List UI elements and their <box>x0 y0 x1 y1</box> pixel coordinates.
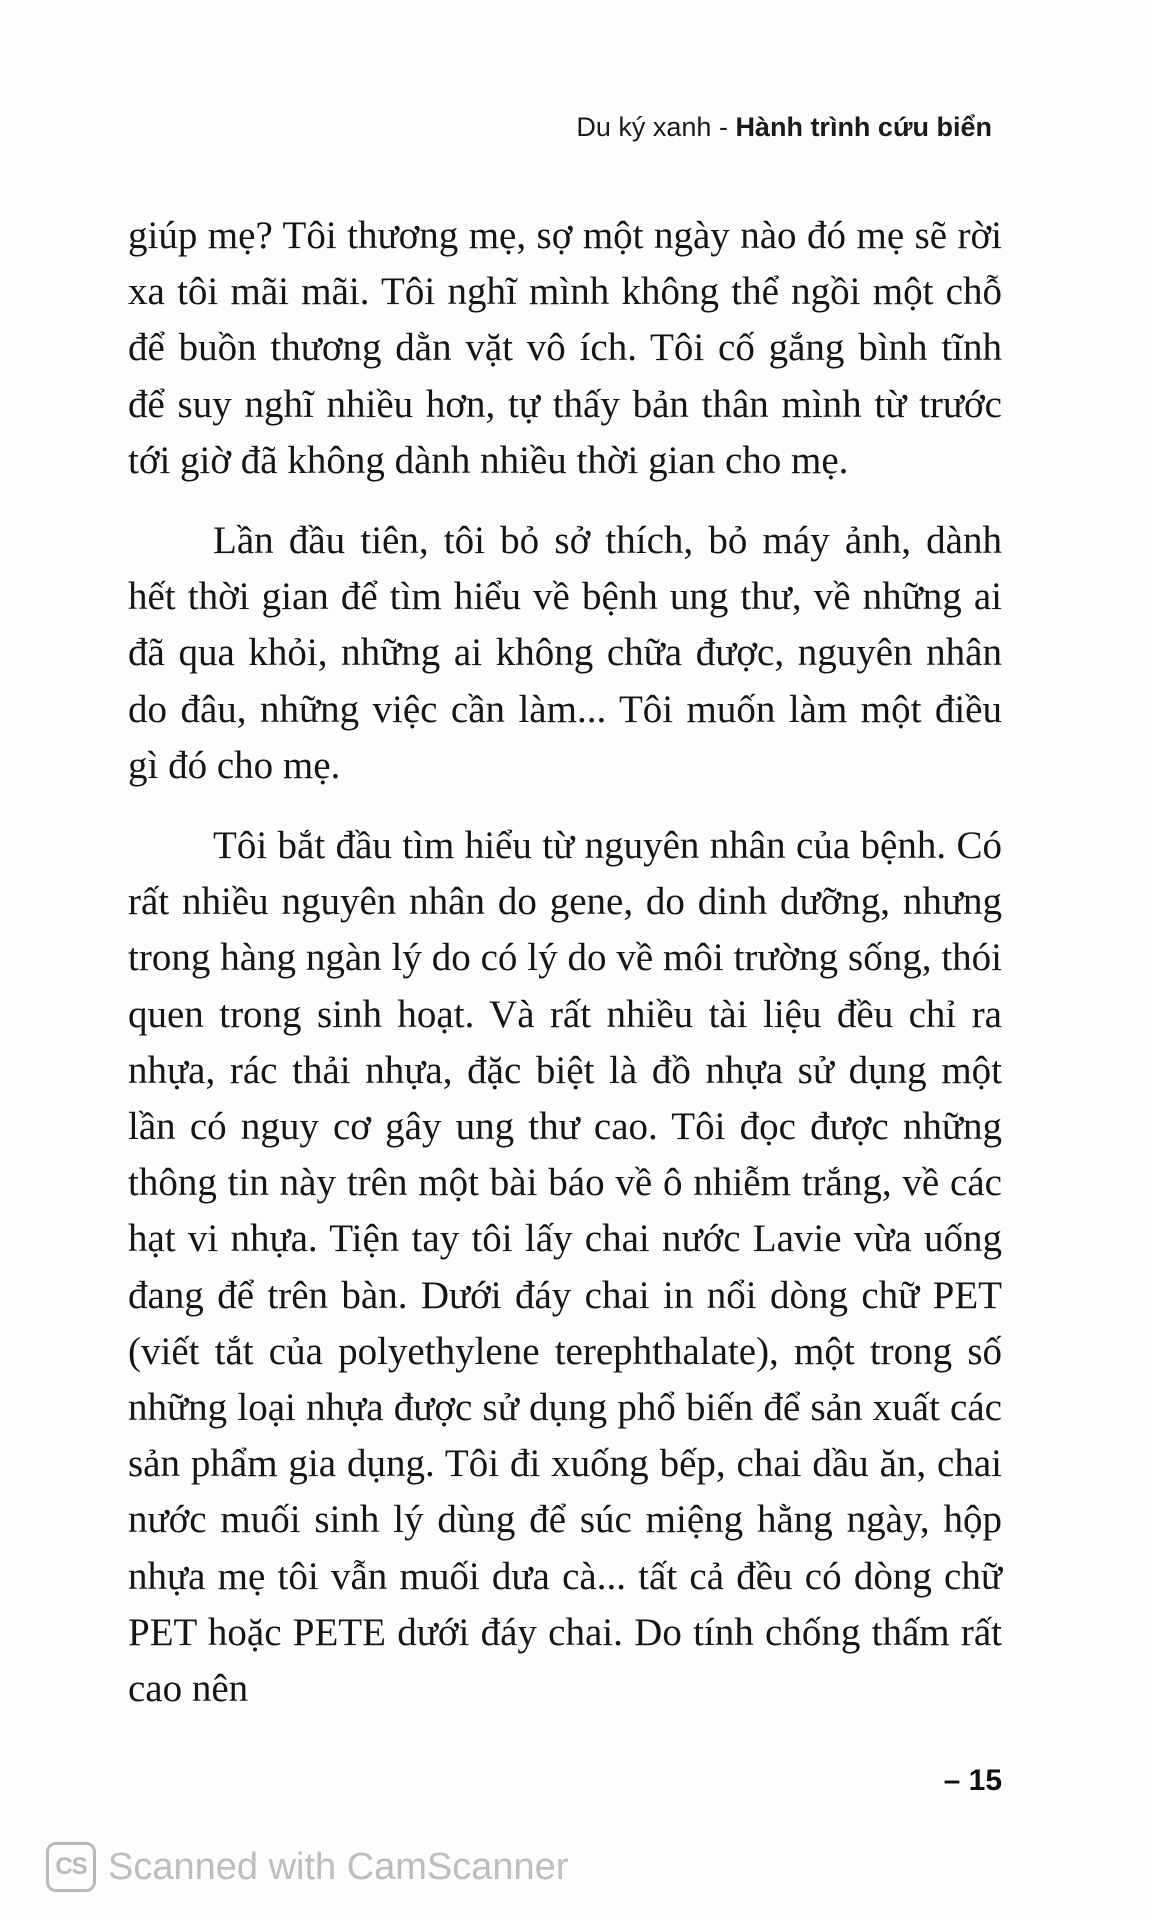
watermark-text: Scanned with CamScanner <box>108 1845 569 1888</box>
body-text <box>128 208 1002 1717</box>
book-series-title: Du ký xanh - <box>576 112 736 142</box>
paragraph-3: Tôi bắt đầu tìm hiểu từ nguyên nhân của bệnh. Có rất nhiều nguyên nhân do gene, do dinh dưỡng, nhưng trong hàng ngàn lý do có lý do về môi trường sống, thói quen trong sinh hoạt. Và rất nhiều tài liệu đều chỉ ra nhựa, rác thải nhựa, đặc biệt là đồ nhựa sử dụng một lần có nguy cơ gây ung thư cao. Tôi đọc được những thông tin này trên một bài báo về ô nhiễm trắng, về các hạt vi nhựa. Tiện tay tôi lấy chai nước Lavie vừa uống đang để trên bàn. Dưới đáy chai in nổi dòng chữ PET (viết tắt của polyethylene terephthalate), một trong số những loại nhựa được sử dụng phổ biến để sản xuất các sản phẩm gia dụng. Tôi đi xuống bếp, chai dầu ăn, chai nước muối sinh lý dùng để súc miệng hằng ngày, hộp nhựa mẹ tôi vẫn muối dưa cà... tất cả đều có dòng chữ PET hoặc PETE dưới đáy chai. Do tính chống thấm rất cao nên <box>128 824 1002 1711</box>
camscanner-watermark <box>46 1838 568 1896</box>
running-header <box>576 112 992 143</box>
page-number: – 15 <box>943 1764 1002 1797</box>
camscanner-logo-icon: CS <box>46 1842 96 1892</box>
paragraph-2: Lần đầu tiên, tôi bỏ sở thích, bỏ máy ảnh, dành hết thời gian để tìm hiểu về bệnh ung thư, về những ai đã qua khỏi, những ai không chữa được, nguyên nhân do đâu, những việc cần làm... Tôi muốn làm một điều gì đó cho mẹ. <box>128 519 1002 787</box>
paragraph-1: giúp mẹ? Tôi thương mẹ, sợ một ngày nào đó mẹ sẽ rời xa tôi mãi mãi. Tôi nghĩ mình không thể ngồi một chỗ để buồn thương dằn vặt vô ích. Tôi cố gắng bình tĩnh để suy nghĩ nhiều hơn, tự thấy bản thân mình từ trước tới giờ đã không dành nhiều thời gian cho mẹ. <box>128 214 1002 482</box>
book-subtitle: Hành trình cứu biển <box>735 112 992 142</box>
